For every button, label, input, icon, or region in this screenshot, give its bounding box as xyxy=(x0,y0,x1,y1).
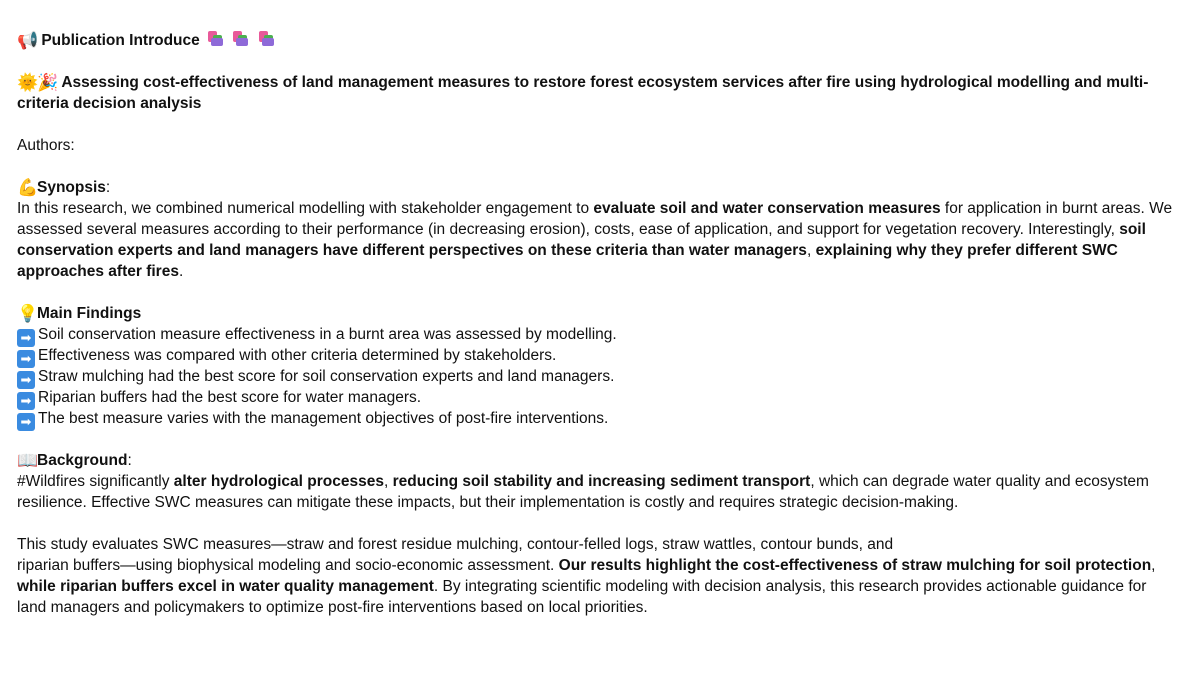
background-text: , which can degrade water quality and ecosystem resilience. Effective SWC measures can mitigate these impacts, but their implementation is costly and requires strategic decision-making. xyxy=(17,473,1149,511)
authors-label: Authors: xyxy=(17,137,75,154)
findings-item-text: The best measure varies with the management objectives of post-fire interventions. xyxy=(38,410,609,427)
study-text: , xyxy=(1151,557,1156,574)
flexed-biceps-icon: 💪 xyxy=(17,178,39,197)
study-line1: This study evaluates SWC measures—straw and forest residue mulching, contour-felled logs, straw wattles, contour bunds, and xyxy=(17,536,894,553)
background-bold: reducing soil stability and increasing sediment transport xyxy=(392,473,811,490)
synopsis-bold: evaluate soil and water conservation measures xyxy=(593,200,941,217)
sun-icon: 🌞 xyxy=(17,73,39,92)
background-bold: alter hydrological processes xyxy=(173,473,384,490)
findings-item-text: Riparian buffers had the best score for water managers. xyxy=(38,389,422,406)
findings-item xyxy=(17,387,1178,410)
study-bold: while riparian buffers excel in water quality management xyxy=(17,578,434,595)
findings-heading-text: Main Findings xyxy=(37,305,142,322)
background-body xyxy=(17,471,1178,513)
findings-item xyxy=(17,366,1178,389)
synopsis-bold: soil conservation experts and land managers have different perspectives on these criteria than water managers xyxy=(17,221,1146,259)
synopsis-bold: explaining why they prefer different SWC approaches after fires xyxy=(17,242,1118,280)
study-body xyxy=(17,555,1178,618)
synopsis-heading-text: Synopsis xyxy=(37,179,106,196)
header-label: Publication Introduce xyxy=(41,32,200,49)
synopsis-body xyxy=(17,198,1178,282)
post-header xyxy=(17,30,1178,51)
synopsis-text: , xyxy=(806,242,816,259)
books-icon xyxy=(233,31,250,48)
synopsis-text: In this research, we combined numerical modelling with stakeholder engagement to xyxy=(17,200,594,217)
study-text: . By integrating scientific modeling with decision analysis, this research provides actionable guidance for land managers and policymakers to optimize post-fire interventions based on local priorities. xyxy=(17,578,1147,616)
background-text: #Wildfires significantly xyxy=(17,473,174,490)
background-heading xyxy=(17,450,1178,471)
findings-item xyxy=(17,408,1178,431)
right-arrow-icon: ➡ xyxy=(17,371,35,389)
synopsis-text: for application in burnt areas. We assessed several measures according to their performance (in decreasing erosion), costs, ease of application, and support for vegetation recovery. Interestingly, xyxy=(17,200,1173,238)
megaphone-icon: 📢 xyxy=(17,31,39,50)
study-bold: Our results highlight the cost-effectiveness of straw mulching for soil protection xyxy=(558,557,1152,574)
books-icon xyxy=(208,31,225,48)
background-text: , xyxy=(383,473,393,490)
findings-heading xyxy=(17,303,1178,324)
party-popper-icon: 🎉 xyxy=(37,73,59,92)
right-arrow-icon: ➡ xyxy=(17,329,35,347)
findings-item xyxy=(17,324,1178,347)
right-arrow-icon: ➡ xyxy=(17,350,35,368)
findings-item-text: Effectiveness was compared with other criteria determined by stakeholders. xyxy=(38,347,557,364)
synopsis-colon: : xyxy=(105,179,111,196)
synopsis-text: . xyxy=(178,263,184,280)
findings-item xyxy=(17,345,1178,368)
study-text: riparian buffers—using biophysical modeling and socio-economic assessment. xyxy=(17,557,559,574)
findings-item-text: Straw mulching had the best score for soil conservation experts and land managers. xyxy=(38,368,615,385)
books-icon xyxy=(259,31,276,48)
right-arrow-icon: ➡ xyxy=(17,413,35,431)
paper-title-text: Assessing cost-effectiveness of land management measures to restore forest ecosystem services after fire using hydrological modelling and multi-criteria decision analysis xyxy=(17,74,1149,112)
right-arrow-icon: ➡ xyxy=(17,392,35,410)
synopsis-heading xyxy=(17,177,1178,198)
open-book-icon: 📖 xyxy=(17,451,39,470)
background-heading-text: Background xyxy=(37,452,128,469)
paper-title xyxy=(17,72,1178,114)
findings-item-text: Soil conservation measure effectiveness in a burnt area was assessed by modelling. xyxy=(38,326,617,343)
light-bulb-icon: 💡 xyxy=(17,304,39,323)
background-colon: : xyxy=(127,452,132,469)
